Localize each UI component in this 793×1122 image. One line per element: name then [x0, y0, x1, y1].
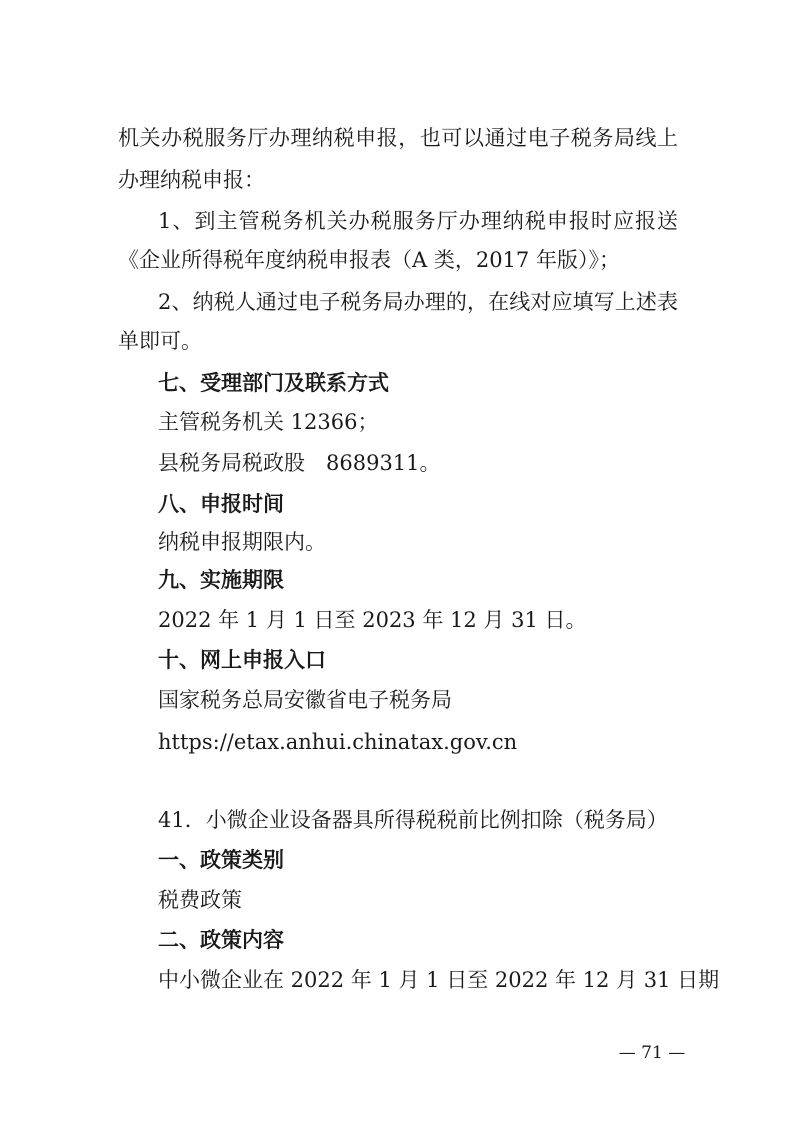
section-body: 税费政策: [158, 888, 242, 912]
contact-line: 县税务局税政股 8689311。: [158, 451, 441, 475]
item-title: 41．小微企业设备器具所得税税前比例扣除（税务局）: [158, 808, 668, 832]
paragraph-line: 单即可。: [118, 329, 202, 353]
paragraph-line: 机关办税服务厅办理纳税申报，也可以通过电子税务局线上: [118, 126, 678, 150]
section-body: 2022 年 1 月 1 日至 2023 年 12 月 31 日。: [158, 608, 587, 632]
paragraph-line: 中小微企业在 2022 年 1 月 1 日至 2022 年 12 月 31 日期: [158, 968, 720, 992]
url-text: https://etax.anhui.chinatax.gov.cn: [158, 730, 518, 754]
paragraph-line: 2、纳税人通过电子税务局办理的，在线对应填写上述表: [158, 290, 678, 314]
section-heading: 七、受理部门及联系方式: [158, 370, 389, 395]
paragraph-line: 《企业所得税年度纳税申报表（A 类，2017 年版）》；: [118, 248, 620, 272]
section-body: 国家税务总局安徽省电子税务局: [158, 688, 452, 712]
contact-line: 主管税务机关 12366；: [158, 410, 379, 434]
section-heading: 十、网上申报入口: [158, 647, 326, 672]
section-heading: 九、实施期限: [158, 567, 284, 592]
section-body: 纳税申报期限内。: [158, 530, 326, 554]
section-heading: 八、申报时间: [158, 491, 284, 516]
paragraph-line: 1、到主管税务机关办税服务厅办理纳税申报时应报送: [158, 209, 678, 233]
section-heading: 二、政策内容: [158, 927, 284, 952]
paragraph-line: 办理纳税申报：: [118, 168, 265, 192]
page-number: — 71 —: [618, 1043, 686, 1063]
section-heading: 一、政策类别: [158, 847, 284, 872]
